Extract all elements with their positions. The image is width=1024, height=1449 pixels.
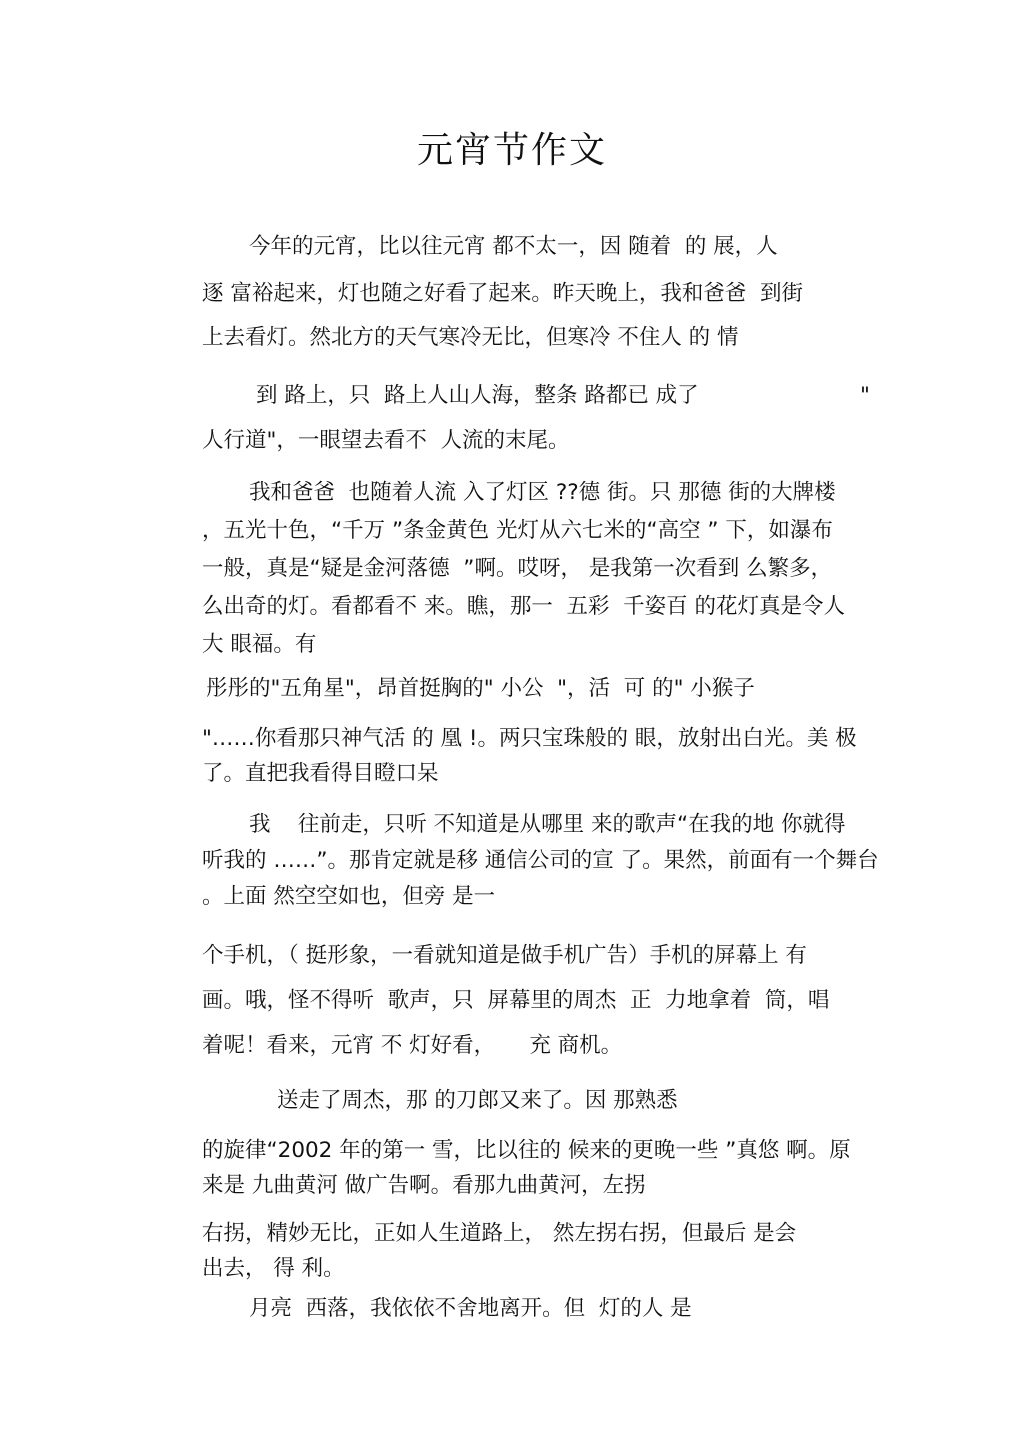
document-title: 元宵节作文 [416,130,607,171]
text-line: 右拐，精妙无比，正如人生道路上， 然左拐右拐，但最后 是会 [202,1221,797,1246]
text-line: 出去， 得 利。 [202,1256,345,1281]
text-line: 月亮 西落，我依依不舍地离开。但 灯的人 是 [249,1296,692,1321]
text-line: 听我的 ……”。那肯定就是移 通信公司的宣 了。果然，前面有一个舞台 [202,848,879,873]
text-line: ，五光十色，“千万 ”条金黄色 光灯从六七米的“高空 ” 下，如瀑布 [202,518,833,543]
text-line: 了。直把我看得目瞪口呆 [202,761,439,786]
text-line: 个手机，（ 挺形象，一看就知道是做手机广告）手机的屏幕上 有 [202,943,807,968]
text-line: " [860,383,870,408]
text-line: 来是 九曲黄河 做广告啊。看那九曲黄河，左拐 [202,1173,646,1198]
text-line: 。上面 然空空如也，但旁 是一 [202,884,496,909]
text-line: 彤彤的"五角星"，昂首挺胸的" 小公 "，活 可 的" 小猴子 [206,676,755,701]
text-line: 今年的元宵，比以往元宵 都不太一，因 随着 的 展，人 [249,234,778,259]
text-line: 到 路上，只 路上人山人海，整条 路都已 成了 [256,383,699,408]
text-line: 一般，真是“疑是金河落德 ”啊。哎呀， 是我第一次看到 么繁多， [202,556,833,581]
text-line: 人行道"，一眼望去看不 人流的末尾。 [202,428,570,453]
text-line: 逐 富裕起来，灯也随之好看了起来。昨天晚上，我和爸爸 到街 [202,281,804,306]
text-line: 画。哦，怪不得听 歌声，只 屏幕里的周杰 正 力地拿着 筒，唱 [202,988,830,1013]
text-line: "……你看那只神气活 的 凰 !。两只宝珠般的 眼，放射出白光。美 极 [202,726,857,751]
text-line: 我和爸爸 也随着人流 入了灯区 ??德 街。只 那德 街的大牌楼 [249,480,836,505]
text-line: 上去看灯。然北方的天气寒冷无比，但寒冷 不住人 的 情 [202,325,739,350]
text-line: 送走了周杰，那 的刀郎又来了。因 那熟悉 [277,1088,678,1113]
text-line: 我 往前走，只听 不知道是从哪里 来的歌声“在我的地 你就得 [249,812,846,837]
text-line: 大 眼福。有 [202,632,317,657]
text-line: 么出奇的灯。看都看不 来。瞧，那一 五彩 千姿百 的花灯真是令人 [202,594,846,619]
text-line: 的旋律“2002 年的第一 雪，比以往的 候来的更晚一些 ”真悠 啊。原 [202,1138,851,1163]
text-line: 着呢！看来，元宵 不 灯好看， 充 商机。 [202,1033,623,1058]
